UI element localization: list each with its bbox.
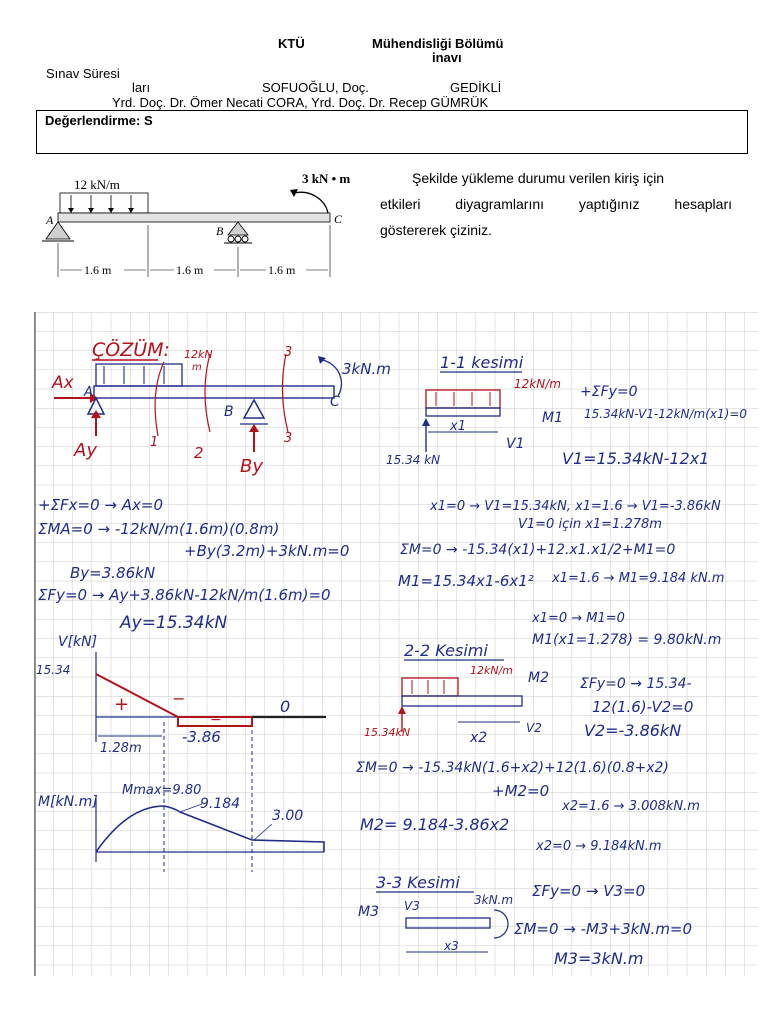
shear-axis-label: V[kN] xyxy=(58,634,98,650)
section-1-eq3: V1=15.34kN-12x1 xyxy=(562,449,710,468)
figure-span-3: 1.6 m xyxy=(268,263,296,277)
section-3-eq3: M3=3kN.m xyxy=(554,949,644,968)
section-2-eq2: V2=-3.86kN xyxy=(584,721,682,740)
section-1-eq10: M1(x1=1.278) = 9.80kN.m xyxy=(532,632,722,648)
figure-point-c: C xyxy=(334,212,343,226)
fbd-point-a: A xyxy=(84,385,93,400)
section-2-eq3b: +M2=0 xyxy=(492,782,550,800)
moment-max-label: Mmax=9.80 xyxy=(122,783,202,798)
eq-sum-fy: ΣFy=0 → Ay+3.86kN-12kN/m(1.6m)=0 xyxy=(38,586,331,604)
fbd-point-c: C xyxy=(330,394,340,410)
fbd-point-b: B xyxy=(224,404,234,420)
shear-min-label: -3.86 xyxy=(182,728,221,746)
section-3-eq2: ΣM=0 → -M3+3kN.m=0 xyxy=(514,920,693,938)
section-2-eq5: x2=1.6 → 3.008kN.m xyxy=(562,799,700,814)
question-line-2: etkileri diyagramlarını yaptığınız hesapları xyxy=(380,196,732,212)
section-2-x: x2 xyxy=(470,730,488,746)
fbd-load-unit: m xyxy=(192,362,202,373)
figure-span-1: 1.6 m xyxy=(84,263,112,277)
question-text xyxy=(380,165,732,243)
eq-sum-ma: ΣMA=0 → -12kN/m(1.6m)(0.8m) xyxy=(38,520,280,538)
department-label: Mühendisliği Bölümü xyxy=(372,36,504,51)
cut-3-label-top: 3 xyxy=(284,345,293,360)
problem-beam-figure xyxy=(36,165,376,285)
section-1-eq5: V1=0 için x1=1.278m xyxy=(518,517,662,532)
cut-2-label: 2 xyxy=(194,444,204,462)
instructors-line2: Yrd. Doç. Dr. Ömer Necati CORA, Yrd. Doç. Dr. Recep GÜMRÜK xyxy=(112,95,489,110)
instructors-label: ları xyxy=(132,80,151,95)
solution-sheet xyxy=(34,312,758,976)
moment-b-label: 9.184 xyxy=(200,796,241,812)
evaluation-box xyxy=(36,110,748,154)
figure-point-a: A xyxy=(46,213,54,227)
section-2-eq1: ΣFy=0 → 15.34- xyxy=(580,676,692,692)
section-3-title: 3-3 Kesimi xyxy=(376,873,460,892)
fbd-ay: Ay xyxy=(74,440,97,461)
exam-label: inavı xyxy=(432,50,462,65)
section-2-m: M2 xyxy=(528,670,549,686)
section-1-reaction: 15.34 kN xyxy=(386,453,441,467)
fbd-by: By xyxy=(240,456,264,477)
section-2-eq4: M2= 9.184-3.86x2 xyxy=(360,815,510,834)
section-1-title: 1-1 kesimi xyxy=(440,353,524,372)
section-1-x: x1 xyxy=(450,419,466,434)
section-2-eq6: x2=0 → 9.184kN.m xyxy=(536,839,662,854)
university-label: KTÜ xyxy=(278,36,305,51)
question-line-3: göstererek çiziniz. xyxy=(380,222,493,238)
section-3-x: x3 xyxy=(444,939,459,953)
instructor-2: GEDİKLİ xyxy=(450,80,502,95)
section-1-eq9: x1=0 → M1=0 xyxy=(532,611,625,626)
section-2-reaction: 15.34kN xyxy=(364,726,411,739)
section-2-eq1b: 12(1.6)-V2=0 xyxy=(592,698,694,716)
eq-sum-ma-cont: +By(3.2m)+3kN.m=0 xyxy=(184,542,350,560)
section-2-v: V2 xyxy=(526,721,542,735)
figure-moment-label: 3 kN • m xyxy=(302,171,351,186)
section-1-load: 12kN/m xyxy=(514,377,561,391)
section-1-m: M1 xyxy=(542,410,563,426)
shear-minus-sign: − xyxy=(172,689,186,708)
section-2-load: 12kN/m xyxy=(470,664,514,677)
evaluation-label: Değerlendirme: S xyxy=(45,113,153,128)
cut-3-label: 3 xyxy=(284,431,293,446)
section-1-eq4: x1=0 → V1=15.34kN, x1=1.6 → V1=-3.86kN xyxy=(430,499,721,514)
section-3-eq1: ΣFy=0 → V3=0 xyxy=(532,882,646,900)
moment-c-label: 3.00 xyxy=(272,808,304,824)
section-1-eq7: M1=15.34x1-6x1² xyxy=(398,572,534,590)
instructor-1: SOFUOĞLU, Doç. xyxy=(262,80,369,95)
question-line-1: Şekilde yükleme durumu verilen kiriş için xyxy=(412,170,665,186)
duration-label: Sınav Süresi xyxy=(46,66,120,81)
section-1-eq6: ΣM=0 → -15.34(x1)+12.x1.x1/2+M1=0 xyxy=(400,542,676,558)
fbd-load-label: 12kN xyxy=(184,348,213,361)
shear-minus-sign-2: − xyxy=(210,712,222,728)
figure-span-2: 1.6 m xyxy=(176,263,204,277)
section-3-moment: 3kN.m xyxy=(474,893,514,907)
solution-title: ÇÖZÜM: xyxy=(92,339,170,361)
cut-1-label: 1 xyxy=(150,435,159,450)
section-1-v: V1 xyxy=(506,436,525,452)
section-3-v: V3 xyxy=(404,899,420,913)
section-3-m: M3 xyxy=(358,904,379,920)
section-1-eq1: +ΣFy=0 xyxy=(580,384,638,400)
moment-axis-label: M[kN.m] xyxy=(38,794,98,810)
shear-zero-distance: 1.28m xyxy=(100,741,142,756)
fbd-moment-label: 3kN.m xyxy=(342,360,391,378)
eq-sum-fx: +ΣFx=0 → Ax=0 xyxy=(38,496,164,514)
shear-plus-sign: + xyxy=(114,694,130,715)
eq-by-result: By=3.86kN xyxy=(70,564,156,582)
section-2-title: 2-2 Kesimi xyxy=(404,641,488,660)
section-2-eq3: ΣM=0 → -15.34kN(1.6+x2)+12(1.6)(0.8+x2) xyxy=(356,760,669,776)
figure-point-b: B xyxy=(216,224,224,238)
shear-max-label: 15.34 xyxy=(36,663,71,677)
shear-zero-label: 0 xyxy=(280,697,291,716)
eq-ay-result: Ay=15.34kN xyxy=(120,613,228,633)
figure-load-label: 12 kN/m xyxy=(74,177,120,192)
fbd-ax: Ax xyxy=(52,373,74,393)
section-1-eq8: x1=1.6 → M1=9.184 kN.m xyxy=(552,571,725,586)
section-1-eq2: 15.34kN-V1-12kN/m(x1)=0 xyxy=(584,407,748,421)
